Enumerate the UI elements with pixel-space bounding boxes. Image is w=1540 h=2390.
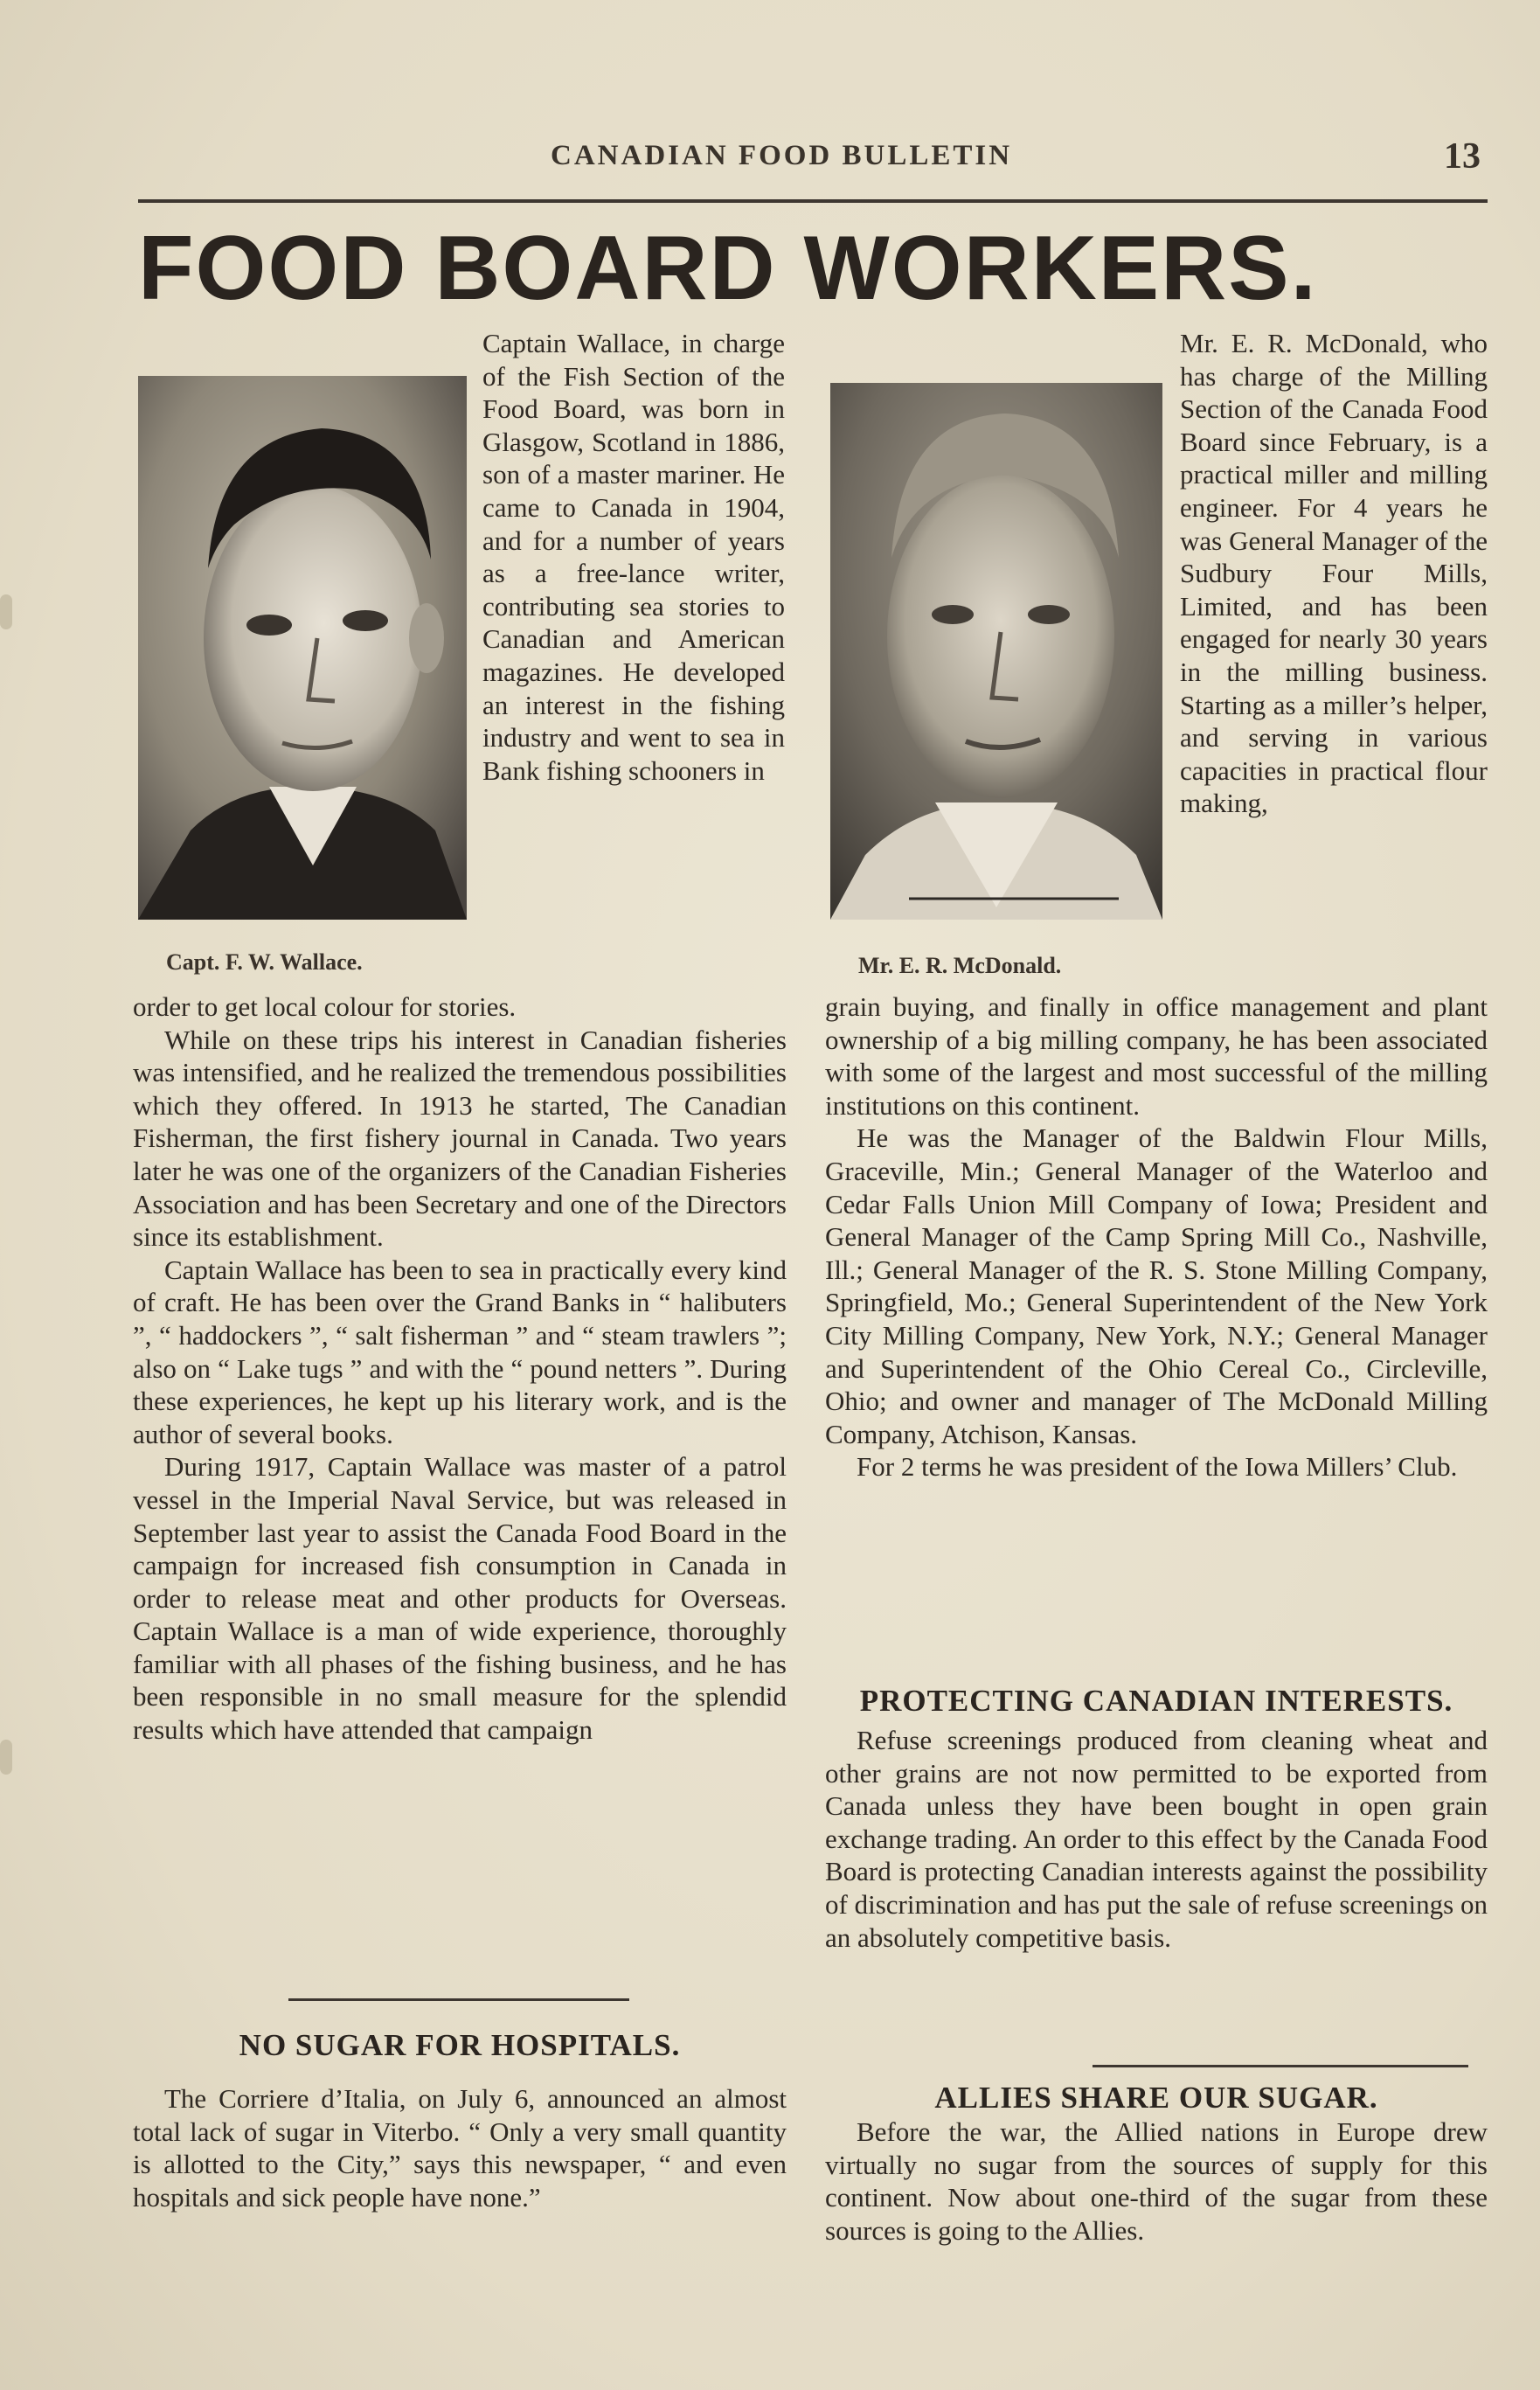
allies-article	[825, 2116, 1488, 2247]
header-rule	[138, 199, 1488, 203]
section-divider	[1093, 2065, 1468, 2067]
wallace-paragraph: Captain Wallace has been to sea in practically every kind of craft. He has been over the Grand Banks in “ halibuters ”, “ haddockers ”, “ salt fisherman ” and “ steam trawlers ”; also on “ Lake tugs ” and with the “ pound netters ”. During these experiences, he kept up his literary work, and is the author of several books.	[133, 1254, 787, 1449]
wallace-intro-text: Captain Wallace, in charge of the Fish Section of the Food Board, was born in Glasgow, Scotland in 1886, son of a master mariner. He came to Canada in 1904, and for a number of years as a free-lance writer, contributing sea stories to Canadian and American magazines. He developed an interest in the fishing industry and went to sea in Bank fishing schooners in	[482, 328, 785, 786]
protecting-article	[825, 1724, 1488, 1954]
allies-text: Before the war, the Allied nations in Europe drew virtually no sugar from the sources of supply for this continent. Now about one-third of the sugar from these sources is going to the Allies.	[825, 2116, 1488, 2246]
mcdonald-paragraph: For 2 terms he was president of the Iowa Millers’ Club.	[857, 1451, 1458, 1483]
mcdonald-paragraph: He was the Manager of the Baldwin Flour Mills, Graceville, Min.; General Manager of the Waterloo and Cedar Falls Union Mill Company of Iowa; President and General Manager of the Camp Spring Mill Co., Nashville, Ill.; General Manager of the R. S. Stone Milling Company, Springfield, Mo.; General Superintendent of the New York City Milling Company, New York, N.Y.; General Manager and Superintendent of the Ohio Cereal Co., Circleville, Ohio; and owner and manager of The McDonald Milling Company, Atchison, Kansas.	[825, 1122, 1488, 1449]
mcdonald-intro-text: Mr. E. R. McDonald, who has charge of the Milling Section of the Canada Food Board since February, is a practical miller and milling engineer. For 4 years he was General Manager of the Sudbury Four Mills, Limited, and has been engaged for nearly 30 years in the milling business. Starting as a miller’s helper, and serving in various capacities in practical flour making,	[1180, 328, 1488, 819]
running-head: CANADIAN FOOD BULLETIN	[551, 140, 1013, 171]
mcdonald-continuation: grain buying, and finally in office management and plant ownership of a big milling company, he has been associated with some of the largest and most successful of the milling institutions on this continent.	[825, 991, 1488, 1121]
no-sugar-heading: NO SUGAR FOR HOSPITALS.	[239, 2028, 681, 2062]
wallace-paragraph: While on these trips his interest in Canadian fisheries was intensified, and he realized the tremendous possibilities which they offered. In 1913 he started, The Canadian Fisherman, the first fishery journal in Canada. Two years later he was one of the organizers of the Canadian Fisheries Association and has been Secretary and one of the Directors since its establishment.	[133, 1024, 787, 1253]
caption-wallace: Capt. F. W. Wallace.	[166, 949, 363, 975]
section-divider	[288, 1998, 629, 2001]
portrait-wallace	[138, 376, 467, 920]
page-number: 13	[1444, 136, 1481, 177]
no-sugar-text: The Corriere d’Italia, on July 6, announced an almost total lack of sugar in Viterbo. “ Only a very small quantity is allotted to the City,” says this newspaper, “ and even hospitals and sick people have none.”	[133, 2083, 787, 2213]
wallace-article-body	[133, 990, 787, 1747]
portrait-mcdonald	[830, 383, 1162, 920]
caption-mcdonald: Mr. E. R. McDonald.	[858, 953, 1062, 978]
protecting-text: Refuse screenings produced from cleaning wheat and other grains are not now permitted to be exported from Canada unless they have been bought in open grain exchange trading. An order to this effect by the Canada Food Board is protecting Canadian interests against the possibility of discrimination and has put the sale of refuse screenings on an absolutely competitive basis.	[825, 1725, 1488, 1953]
mcdonald-article-body	[825, 990, 1488, 1483]
no-sugar-article	[133, 2082, 787, 2213]
wallace-paragraph: During 1917, Captain Wallace was master of a patrol vessel in the Imperial Naval Service, but was released in September last year to assist the Canada Food Board in the campaign for increased fish consumption in Canada in order to release meat and other products for Overseas. Captain Wallace is a man of wide experience, thoroughly familiar with all phases of the fishing business, and he has been responsible in no small measure for the splendid results which have attended that campaign	[133, 1451, 787, 1746]
allies-heading: ALLIES SHARE OUR SUGAR.	[934, 2081, 1378, 2115]
portrait-wallace-image	[138, 376, 467, 920]
protecting-heading: PROTECTING CANADIAN INTERESTS.	[859, 1684, 1453, 1718]
wallace-continuation: order to get local colour for stories.	[133, 991, 517, 1022]
page-edge-mark	[0, 1740, 12, 1775]
headline: FOOD BOARD WORKERS.	[138, 218, 1318, 319]
page-edge-mark	[0, 594, 12, 629]
portrait-mcdonald-image	[830, 383, 1162, 920]
